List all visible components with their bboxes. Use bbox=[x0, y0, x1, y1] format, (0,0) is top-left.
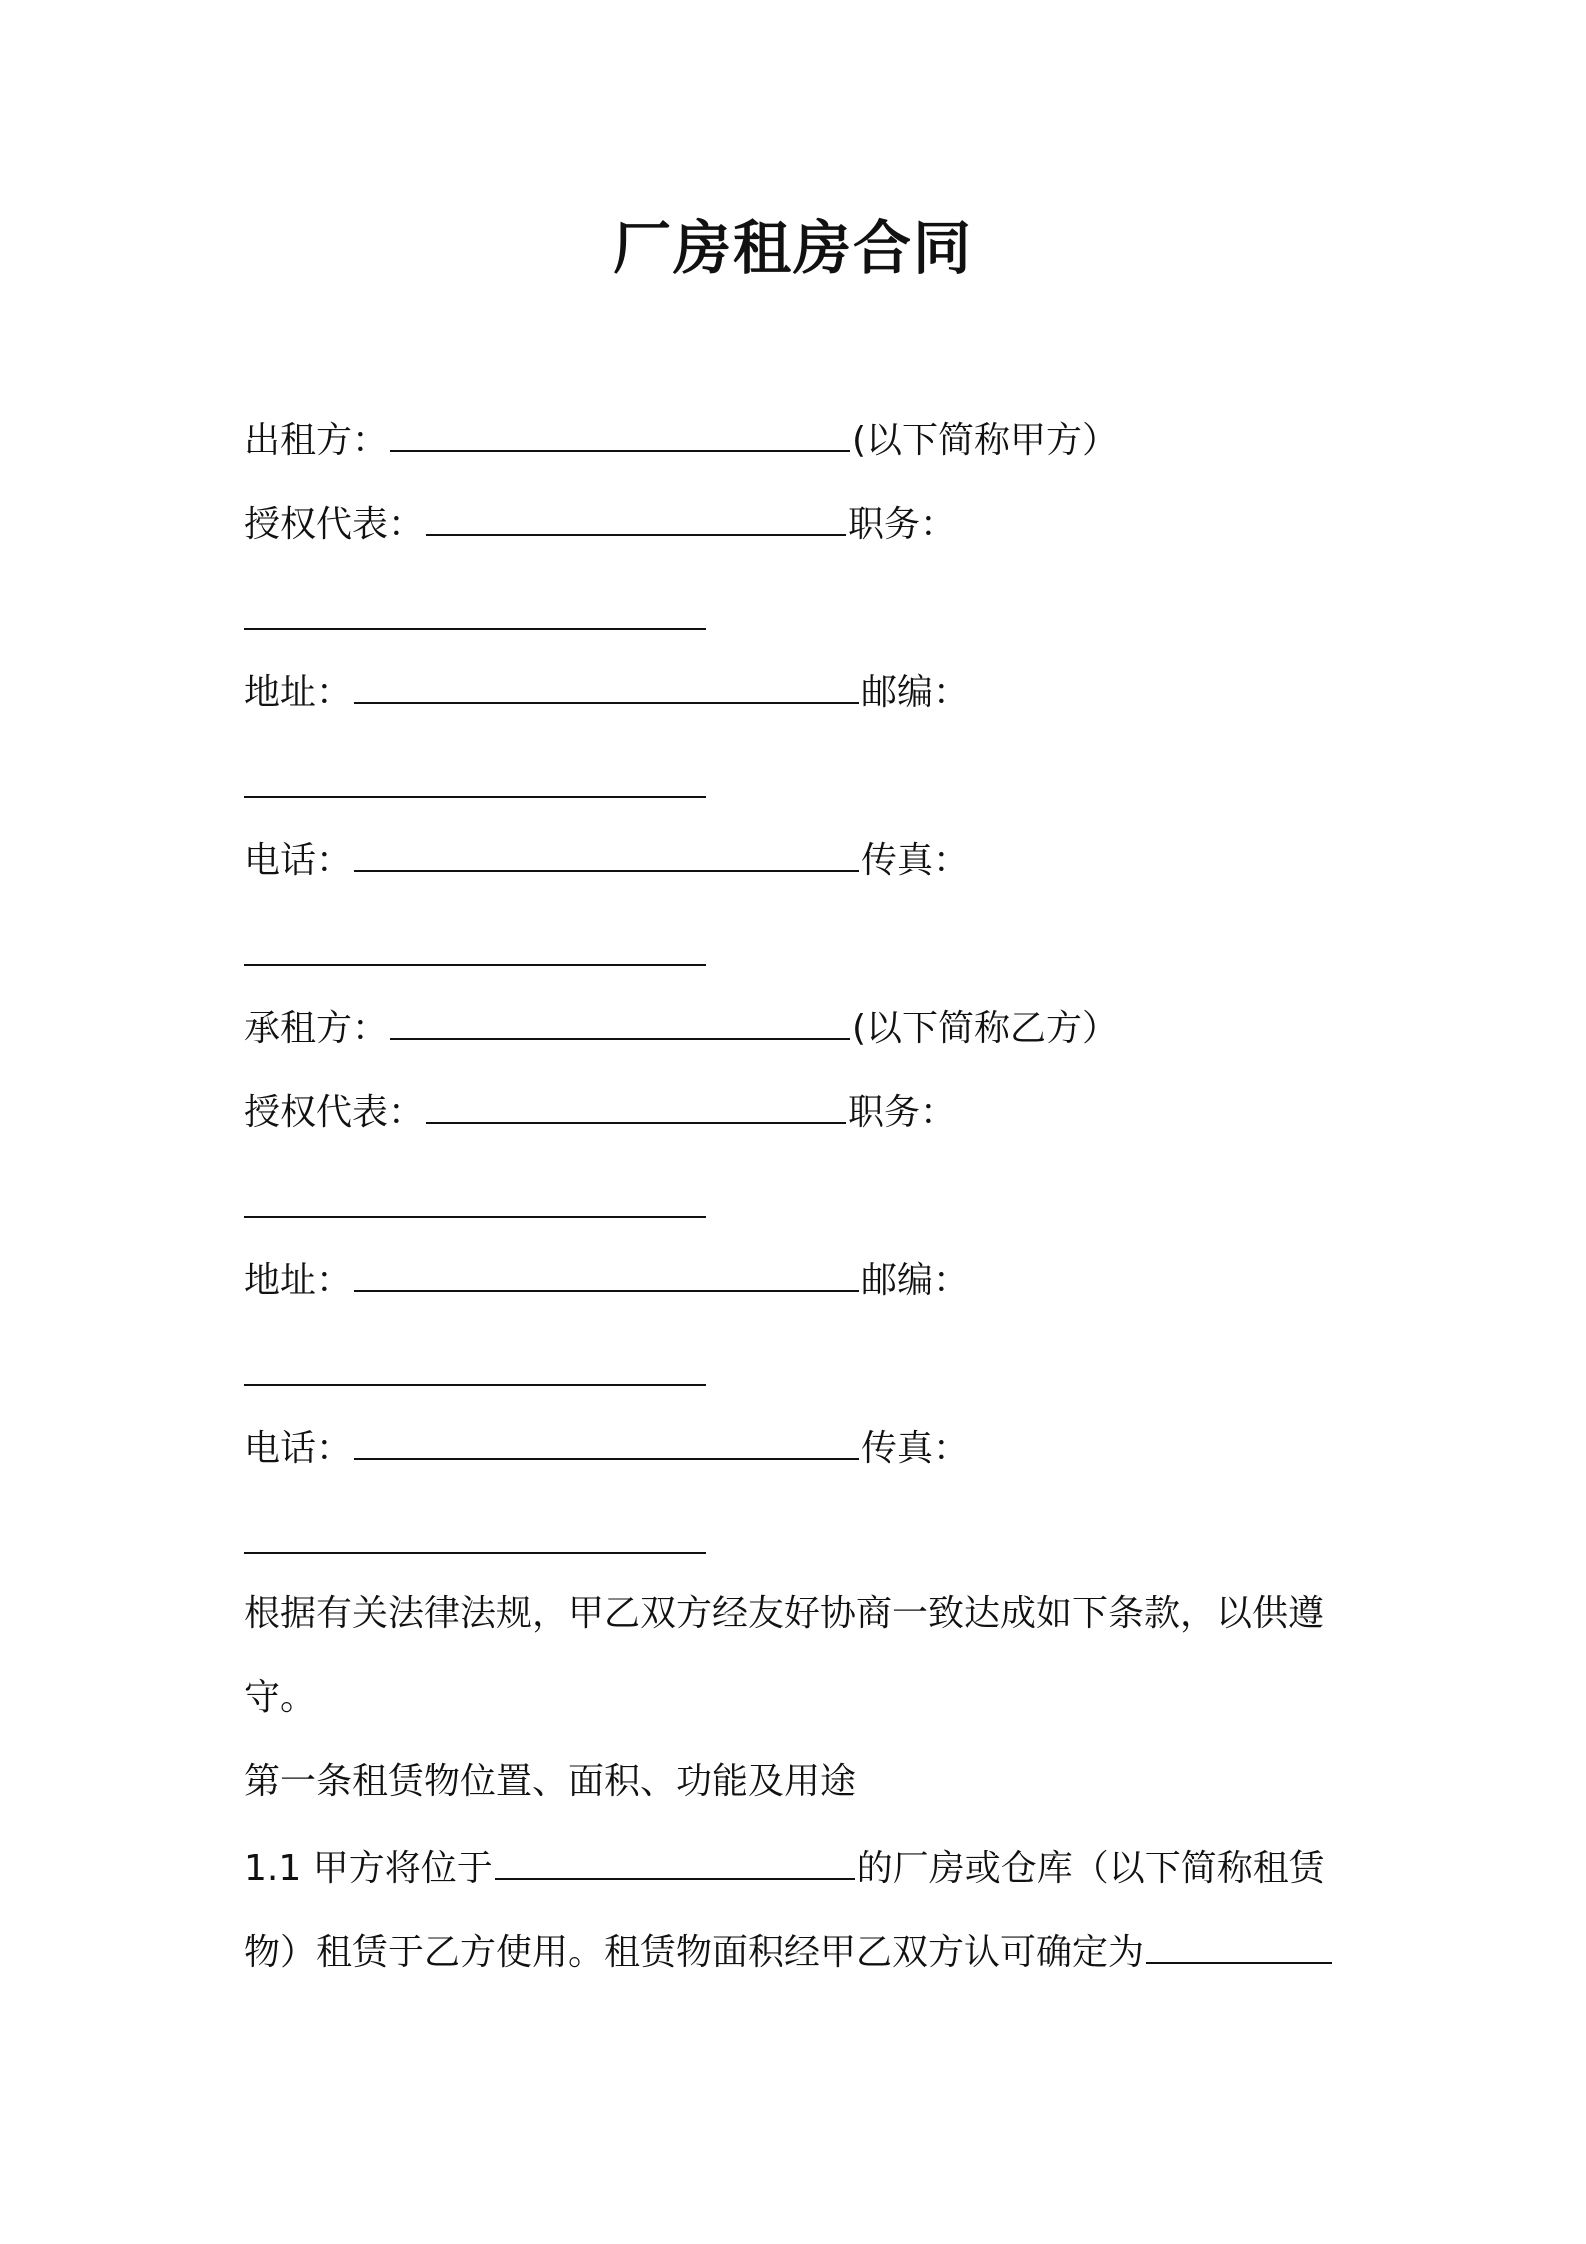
lessee-postcode-label: 邮编： bbox=[861, 1260, 970, 1301]
preamble-line-2: 守。 bbox=[244, 1677, 317, 1718]
lessor-address-blank[interactable] bbox=[354, 666, 859, 704]
clause-1-1-text-a: 1.1 甲方将位于 bbox=[244, 1848, 493, 1889]
lessee-position-blank[interactable] bbox=[244, 1216, 706, 1218]
lessee-party-label: 承租方： bbox=[244, 1008, 389, 1049]
lessee-position-label: 职务： bbox=[848, 1092, 957, 1133]
lessee-rep-line bbox=[244, 1086, 956, 1137]
lessor-rep-label: 授权代表： bbox=[244, 504, 425, 545]
lessee-rep-label: 授权代表： bbox=[244, 1092, 425, 1133]
lessor-name-blank[interactable] bbox=[390, 414, 850, 452]
lessee-party-line bbox=[244, 1002, 1118, 1053]
clause-1-1-line-2 bbox=[244, 1926, 1334, 1977]
clause-1-1-text-b: 的厂房或仓库（以下简称租赁 bbox=[856, 1848, 1325, 1889]
lessee-phone-line bbox=[244, 1422, 969, 1473]
property-location-blank[interactable] bbox=[495, 1842, 855, 1880]
property-area-blank[interactable] bbox=[1146, 1926, 1332, 1964]
lessor-rep-line bbox=[244, 498, 956, 549]
lessor-party-line bbox=[244, 414, 1118, 465]
lessor-rep-blank[interactable] bbox=[426, 498, 846, 536]
lessee-address-label: 地址： bbox=[244, 1260, 353, 1301]
lessor-address-line bbox=[244, 666, 969, 717]
lessor-address-label: 地址： bbox=[244, 672, 353, 713]
lessor-party-label: 出租方： bbox=[244, 420, 389, 461]
lessee-party-suffix: (以下简称乙方） bbox=[852, 1008, 1119, 1049]
lessor-position-label: 职务： bbox=[848, 504, 957, 545]
lessor-postcode-label: 邮编： bbox=[861, 672, 970, 713]
lessor-party-suffix: (以下简称甲方） bbox=[852, 420, 1119, 461]
lessee-address-line bbox=[244, 1254, 969, 1305]
page-title: 厂房租房合同 bbox=[612, 214, 973, 282]
clause-1-1-line-1 bbox=[244, 1842, 1325, 1893]
lessor-phone-line bbox=[244, 834, 969, 885]
lessor-fax-label: 传真： bbox=[861, 840, 970, 881]
lessor-position-blank[interactable] bbox=[244, 628, 706, 630]
lessor-phone-label: 电话： bbox=[244, 840, 353, 881]
lessee-name-blank[interactable] bbox=[390, 1002, 850, 1040]
preamble-line-1: 根据有关法律法规，甲乙双方经友好协商一致达成如下条款，以供遵 bbox=[244, 1593, 1325, 1634]
lessee-address-blank[interactable] bbox=[354, 1254, 859, 1292]
article1-heading: 第一条租赁物位置、面积、功能及用途 bbox=[244, 1761, 857, 1802]
lessee-fax-blank[interactable] bbox=[244, 1552, 706, 1554]
lessee-phone-label: 电话： bbox=[244, 1428, 353, 1469]
clause-1-1-text-c: 物）租赁于乙方使用。租赁物面积经甲乙双方认可确定为 bbox=[244, 1932, 1145, 1973]
lessee-postcode-blank[interactable] bbox=[244, 1384, 706, 1386]
lessor-phone-blank[interactable] bbox=[354, 834, 859, 872]
lessee-rep-blank[interactable] bbox=[426, 1086, 846, 1124]
lessee-phone-blank[interactable] bbox=[354, 1422, 859, 1460]
lessor-fax-blank[interactable] bbox=[244, 964, 706, 966]
lessor-postcode-blank[interactable] bbox=[244, 796, 706, 798]
lessee-fax-label: 传真： bbox=[861, 1428, 970, 1469]
